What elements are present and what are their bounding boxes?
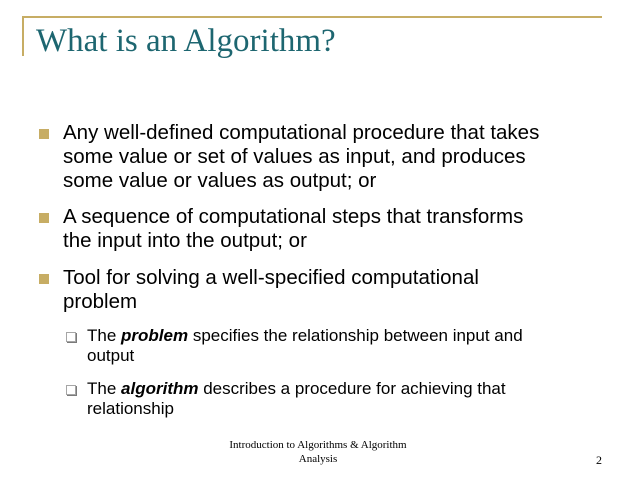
title-rule-horizontal — [22, 16, 602, 18]
footer — [200, 438, 436, 466]
sub-bullet-checkbox-icon — [66, 332, 76, 342]
bullet-2-line-2: the input into the output; or — [63, 229, 307, 252]
sub-bullet-2-line-1 — [87, 379, 506, 399]
footer-line-1: Introduction to Algorithms & Algorithm — [229, 439, 407, 451]
page-number: 2 — [596, 453, 602, 467]
sub-bullet-1 — [87, 326, 523, 366]
sub-bullet-2-post: describes a procedure for achieving that — [198, 379, 506, 398]
sub-bullet-1-line-1 — [87, 326, 523, 346]
bullet-3 — [63, 266, 479, 314]
sub-bullet-2-line-2: relationship — [87, 399, 174, 418]
bullet-2-line-1: A sequence of computational steps that transforms — [63, 205, 524, 228]
bullet-2 — [63, 205, 523, 253]
bullet-1-line-2: some value or set of values as input, and produces — [63, 145, 526, 168]
sub-bullet-1-post: specifies the relationship between input and — [188, 326, 523, 345]
bullet-1-line-1: Any well-defined computational procedure that takes — [63, 121, 540, 144]
title-rule-vertical — [22, 16, 24, 56]
sub-bullet-1-pre: The — [87, 326, 122, 345]
sub-bullet-1-emphasis: problem — [121, 326, 189, 345]
slide-title: What is an Algorithm? — [36, 23, 336, 59]
bullet-square-icon — [39, 274, 49, 284]
bullet-1-line-3: some value or values as output; or — [63, 169, 377, 192]
bullet-1 — [63, 121, 539, 193]
sub-bullet-checkbox-icon — [66, 385, 76, 395]
bullet-square-icon — [39, 213, 49, 223]
sub-bullet-2 — [87, 379, 506, 419]
sub-bullet-2-emphasis: algorithm — [121, 379, 199, 398]
sub-bullet-2-pre: The — [87, 379, 122, 398]
bullet-3-line-2: problem — [63, 290, 138, 313]
bullet-3-line-1: Tool for solving a well-specified computational — [63, 266, 479, 289]
footer-line-2: Analysis — [298, 453, 338, 465]
bullet-square-icon — [39, 129, 49, 139]
sub-bullet-1-line-2: output — [87, 346, 135, 365]
